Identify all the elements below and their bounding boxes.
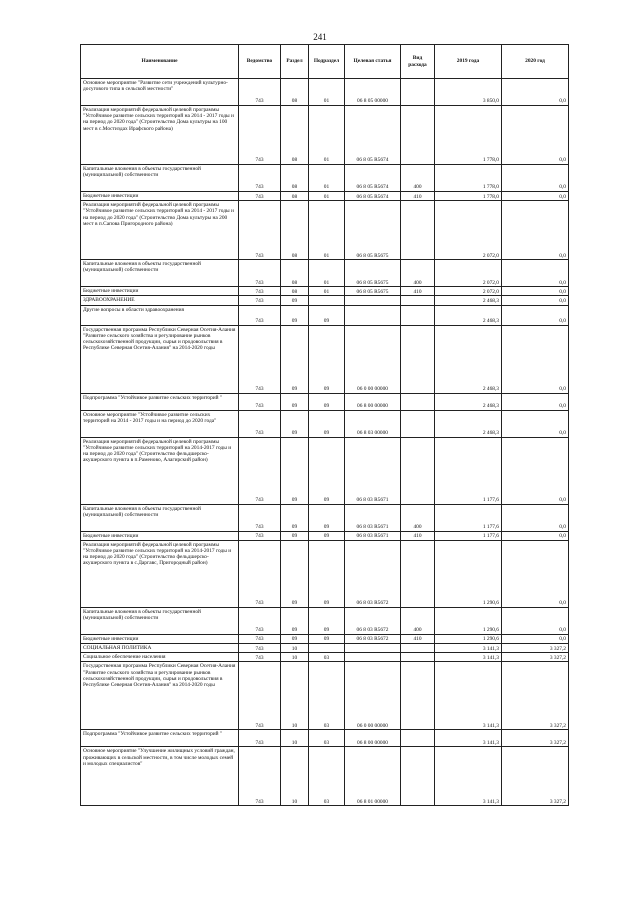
cell-podrazdel: 01: [309, 165, 345, 192]
cell-celevaya-statya: 06 8 00 00000: [345, 730, 401, 747]
cell-vid-raskhoda: [401, 201, 435, 260]
table-row: [81, 201, 569, 260]
cell-razdel: 10: [281, 662, 309, 730]
cell-2020: 0,0: [502, 260, 569, 287]
cell-2019: 2 468,3: [435, 393, 502, 410]
cell-name: Подпрограмма "Устойчивое развитие сельских территорий ": [81, 730, 239, 747]
cell-vid-raskhoda: 410: [401, 531, 435, 540]
cell-vedomstvo: 743: [239, 653, 281, 662]
cell-2019: 1 177,6: [435, 437, 502, 504]
cell-vedomstvo: 743: [239, 201, 281, 260]
table-row: [81, 165, 569, 192]
header-2019: 2019 года: [435, 45, 502, 79]
cell-podrazdel: 01: [309, 287, 345, 296]
cell-vedomstvo: 743: [239, 662, 281, 730]
table-body: [81, 79, 569, 806]
cell-2020: 3 327,2: [502, 730, 569, 747]
cell-celevaya-statya: 06 8 03 R5672: [345, 540, 401, 607]
cell-vid-raskhoda: 400: [401, 260, 435, 287]
cell-vedomstvo: 743: [239, 531, 281, 540]
cell-vid-raskhoda: [401, 79, 435, 106]
cell-vid-raskhoda: [401, 393, 435, 410]
cell-razdel: 08: [281, 260, 309, 287]
table-row: [81, 634, 569, 643]
cell-podrazdel: [309, 644, 345, 653]
cell-vid-raskhoda: [401, 437, 435, 504]
cell-2020: 3 327,2: [502, 662, 569, 730]
cell-name: Бюджетные инвестиции: [81, 287, 239, 296]
cell-2019: 1 177,6: [435, 531, 502, 540]
budget-table: [80, 44, 569, 806]
table-row: [81, 730, 569, 747]
cell-2020: 0,0: [502, 634, 569, 643]
cell-vedomstvo: 743: [239, 437, 281, 504]
cell-2020: 0,0: [502, 79, 569, 106]
cell-vedomstvo: 743: [239, 325, 281, 393]
table-row: [81, 79, 569, 106]
cell-razdel: 09: [281, 410, 309, 437]
cell-vid-raskhoda: [401, 662, 435, 730]
cell-razdel: 09: [281, 325, 309, 393]
cell-2020: 0,0: [502, 287, 569, 296]
cell-2019: 1 778,0: [435, 192, 502, 201]
cell-razdel: 08: [281, 287, 309, 296]
cell-2020: 3 327,2: [502, 653, 569, 662]
cell-name: Капитальные вложения в объекты государственной (муниципальной) собственности: [81, 260, 239, 287]
cell-vid-raskhoda: [401, 653, 435, 662]
table-row: [81, 653, 569, 662]
cell-vedomstvo: 743: [239, 644, 281, 653]
cell-2019: 3 141,3: [435, 747, 502, 806]
cell-2019: 2 072,0: [435, 260, 502, 287]
cell-vid-raskhoda: 400: [401, 504, 435, 531]
cell-vid-raskhoda: 400: [401, 607, 435, 634]
cell-2019: 1 177,6: [435, 504, 502, 531]
table-row: [81, 393, 569, 410]
cell-vedomstvo: 743: [239, 287, 281, 296]
cell-podrazdel: 01: [309, 260, 345, 287]
table-row: [81, 540, 569, 607]
cell-name: Социальное обеспечение населения: [81, 653, 239, 662]
table-row: [81, 644, 569, 653]
cell-2019: 1 290,6: [435, 540, 502, 607]
cell-podrazdel: 09: [309, 531, 345, 540]
cell-celevaya-statya: 06 8 00 00000: [345, 393, 401, 410]
cell-razdel: 10: [281, 747, 309, 806]
table-row: [81, 106, 569, 165]
cell-vedomstvo: 743: [239, 634, 281, 643]
cell-name: Подпрограмма "Устойчивое развитие сельских территорий ": [81, 393, 239, 410]
cell-celevaya-statya: 06 8 03 R5671: [345, 504, 401, 531]
cell-2020: 0,0: [502, 325, 569, 393]
cell-vid-raskhoda: [401, 296, 435, 305]
cell-vedomstvo: 743: [239, 747, 281, 806]
cell-vedomstvo: 743: [239, 165, 281, 192]
cell-vedomstvo: 743: [239, 607, 281, 634]
cell-podrazdel: 09: [309, 393, 345, 410]
cell-2020: 0,0: [502, 393, 569, 410]
cell-podrazdel: 09: [309, 410, 345, 437]
cell-2020: 0,0: [502, 531, 569, 540]
cell-name: Реализация мероприятий федеральной целевой программы "Устойчивое развитие сельских территорий на 2014 - 2017 годы и на период до 2020 года" (Строительство Дома культуры на 100 мест в с.Мостиздах Ирафского района): [81, 106, 239, 165]
cell-razdel: 09: [281, 296, 309, 305]
header-name: Наименование: [81, 45, 239, 79]
table-row: [81, 260, 569, 287]
cell-podrazdel: 09: [309, 504, 345, 531]
cell-name: ЗДРАВООХРАНЕНИЕ: [81, 296, 239, 305]
cell-celevaya-statya: 06 8 03 R5671: [345, 531, 401, 540]
cell-2020: 0,0: [502, 305, 569, 325]
header-celevaya-statya: Целевая статья: [345, 45, 401, 79]
cell-2020: 0,0: [502, 296, 569, 305]
cell-vid-raskhoda: [401, 325, 435, 393]
cell-celevaya-statya: 06 8 01 00000: [345, 747, 401, 806]
table-row: [81, 287, 569, 296]
cell-podrazdel: 03: [309, 730, 345, 747]
cell-name: Реализация мероприятий федеральной целевой программы "Устойчивое развитие сельских территорий на 2014 - 2017 годы и на период до 2020 года" (Строительство Дома культуры на 200 мест в п.Сапова Пригородного района): [81, 201, 239, 260]
cell-celevaya-statya: [345, 296, 401, 305]
cell-razdel: 09: [281, 393, 309, 410]
cell-2020: 0,0: [502, 201, 569, 260]
table-row: [81, 437, 569, 504]
cell-vid-raskhoda: [401, 410, 435, 437]
cell-2019: 2 468,3: [435, 305, 502, 325]
cell-celevaya-statya: 06 8 05 R5675: [345, 260, 401, 287]
cell-vedomstvo: 743: [239, 504, 281, 531]
cell-podrazdel: 09: [309, 634, 345, 643]
cell-celevaya-statya: 06 8 05 R5675: [345, 287, 401, 296]
cell-vid-raskhoda: [401, 747, 435, 806]
header-vid-raskhoda: Вид расхода: [401, 45, 435, 79]
cell-name: Основное мероприятие "Улучшение жилищных условий граждан, проживающих в сельской местности, в том числе молодых семей и молодых специалистов": [81, 747, 239, 806]
cell-vid-raskhoda: 410: [401, 192, 435, 201]
cell-2020: 0,0: [502, 192, 569, 201]
table-header: [81, 45, 569, 79]
cell-vedomstvo: 743: [239, 79, 281, 106]
table-row: [81, 747, 569, 806]
cell-name: Другие вопросы в области здравоохранения: [81, 305, 239, 325]
cell-vid-raskhoda: [401, 106, 435, 165]
cell-celevaya-statya: 06 8 03 R5672: [345, 634, 401, 643]
cell-2019: 3 141,3: [435, 730, 502, 747]
cell-razdel: 08: [281, 106, 309, 165]
cell-podrazdel: 01: [309, 79, 345, 106]
cell-razdel: 09: [281, 634, 309, 643]
table-row: [81, 410, 569, 437]
header-podrazdel: Подраздел: [309, 45, 345, 79]
cell-2019: 2 468,3: [435, 296, 502, 305]
cell-razdel: 09: [281, 540, 309, 607]
table-row: [81, 296, 569, 305]
cell-2019: 1 290,6: [435, 634, 502, 643]
cell-2020: 0,0: [502, 540, 569, 607]
cell-razdel: 09: [281, 531, 309, 540]
cell-vedomstvo: 743: [239, 410, 281, 437]
cell-2020: 0,0: [502, 410, 569, 437]
cell-vid-raskhoda: 400: [401, 165, 435, 192]
cell-2019: 1 778,0: [435, 106, 502, 165]
header-vedomstvo: Ведомство: [239, 45, 281, 79]
table-row: [81, 325, 569, 393]
header-razdel: Раздел: [281, 45, 309, 79]
cell-name: Бюджетные инвестиции: [81, 192, 239, 201]
page-number: 241: [313, 32, 327, 42]
cell-celevaya-statya: 06 8 03 00000: [345, 410, 401, 437]
cell-razdel: 10: [281, 653, 309, 662]
cell-2019: 3 141,3: [435, 662, 502, 730]
cell-razdel: 09: [281, 504, 309, 531]
cell-2020: 0,0: [502, 504, 569, 531]
cell-name: Капитальные вложения в объекты государственной (муниципальной) собственности: [81, 165, 239, 192]
table-row: [81, 662, 569, 730]
cell-2019: 1 778,0: [435, 165, 502, 192]
cell-podrazdel: 09: [309, 305, 345, 325]
cell-razdel: 08: [281, 192, 309, 201]
cell-2019: 3 141,3: [435, 644, 502, 653]
cell-vedomstvo: 743: [239, 540, 281, 607]
cell-podrazdel: 03: [309, 747, 345, 806]
cell-vid-raskhoda: 410: [401, 287, 435, 296]
cell-podrazdel: [309, 296, 345, 305]
cell-name: Реализация мероприятий федеральной целевой программы "Устойчивое развитие сельских территорий на 2014-2017 годы и на период до 2020 года" (Строительство фельдшерско-акушерского пункта в п.Раменово, Алагирский район): [81, 437, 239, 504]
cell-name: Государственная программа Республики Северная Осетия-Алания "Развитие сельского хозяйства и регулирование рынков сельскохозяйственной продукции, сырья и продовольствия в Республике Северная Осетия-Алания" на 2014-2020 годы: [81, 662, 239, 730]
cell-2020: 0,0: [502, 106, 569, 165]
cell-vid-raskhoda: 410: [401, 634, 435, 643]
header-2020: 2020 год: [502, 45, 569, 79]
cell-celevaya-statya: 06 8 05 R5674: [345, 165, 401, 192]
cell-name: Реализация мероприятий федеральной целевой программы "Устойчивое развитие сельских территорий на 2014-2017 годы и на период до 2020 года" (Строительство фельдшерско-акушерского пункта в с.Даргавс, Пригородный район): [81, 540, 239, 607]
cell-name: Капитальные вложения в объекты государственной (муниципальной) собственности: [81, 504, 239, 531]
cell-vedomstvo: 743: [239, 393, 281, 410]
cell-celevaya-statya: 06 8 05 00000: [345, 79, 401, 106]
table-row: [81, 531, 569, 540]
cell-name: Государственная программа Республики Северная Осетия-Алания "Развитие сельского хозяйства и регулирование рынков сельскохозяйственной продукции, сырья и продовольствия в Республике Северная Осетия-Алания" на 2014-2020 годы: [81, 325, 239, 393]
cell-podrazdel: 03: [309, 653, 345, 662]
cell-vedomstvo: 743: [239, 730, 281, 747]
cell-celevaya-statya: 06 0 00 00000: [345, 662, 401, 730]
cell-2020: 0,0: [502, 607, 569, 634]
cell-2019: 3 850,0: [435, 79, 502, 106]
cell-2020: 3 327,2: [502, 747, 569, 806]
cell-celevaya-statya: 06 0 00 00000: [345, 325, 401, 393]
cell-celevaya-statya: 06 8 03 R5671: [345, 437, 401, 504]
cell-vedomstvo: 743: [239, 106, 281, 165]
cell-2019: 2 468,3: [435, 325, 502, 393]
cell-2019: 1 290,6: [435, 607, 502, 634]
cell-podrazdel: 09: [309, 540, 345, 607]
cell-2020: 0,0: [502, 165, 569, 192]
cell-celevaya-statya: 06 8 05 R5674: [345, 106, 401, 165]
table-row: [81, 607, 569, 634]
cell-vid-raskhoda: [401, 730, 435, 747]
cell-celevaya-statya: 06 8 05 R5674: [345, 192, 401, 201]
cell-celevaya-statya: 06 8 03 R5672: [345, 607, 401, 634]
cell-podrazdel: 09: [309, 325, 345, 393]
cell-name: Бюджетные инвестиции: [81, 634, 239, 643]
cell-podrazdel: 09: [309, 607, 345, 634]
cell-name: Основное мероприятие "Развитие сети учреждений культурно-досугового типа в сельской местности": [81, 79, 239, 106]
cell-celevaya-statya: [345, 644, 401, 653]
cell-celevaya-statya: [345, 653, 401, 662]
cell-celevaya-statya: [345, 305, 401, 325]
cell-podrazdel: 01: [309, 106, 345, 165]
cell-name: Бюджетные инвестиции: [81, 531, 239, 540]
cell-vedomstvo: 743: [239, 305, 281, 325]
cell-razdel: 10: [281, 730, 309, 747]
cell-2020: 3 327,2: [502, 644, 569, 653]
cell-razdel: 08: [281, 79, 309, 106]
cell-2019: 2 072,0: [435, 201, 502, 260]
cell-celevaya-statya: 06 8 05 R5675: [345, 201, 401, 260]
cell-2019: 2 468,3: [435, 410, 502, 437]
cell-vedomstvo: 743: [239, 192, 281, 201]
cell-vedomstvo: 743: [239, 260, 281, 287]
table-row: [81, 504, 569, 531]
cell-vid-raskhoda: [401, 305, 435, 325]
cell-podrazdel: 01: [309, 192, 345, 201]
cell-name: Капитальные вложения в объекты государственной (муниципальной) собственности: [81, 607, 239, 634]
cell-2019: 2 072,0: [435, 287, 502, 296]
cell-razdel: 08: [281, 201, 309, 260]
cell-vid-raskhoda: [401, 540, 435, 607]
cell-podrazdel: 03: [309, 662, 345, 730]
cell-podrazdel: 09: [309, 437, 345, 504]
cell-vid-raskhoda: [401, 644, 435, 653]
cell-vedomstvo: 743: [239, 296, 281, 305]
cell-razdel: 09: [281, 607, 309, 634]
cell-razdel: 09: [281, 305, 309, 325]
cell-podrazdel: 01: [309, 201, 345, 260]
cell-name: Основное мероприятие "Устойчивое развитие сельских территорий на 2014 - 2017 годы и на период до 2020 года": [81, 410, 239, 437]
table-row: [81, 305, 569, 325]
cell-2019: 3 141,3: [435, 653, 502, 662]
cell-razdel: 10: [281, 644, 309, 653]
cell-razdel: 09: [281, 437, 309, 504]
cell-2020: 0,0: [502, 437, 569, 504]
table-row: [81, 192, 569, 201]
cell-razdel: 08: [281, 165, 309, 192]
cell-name: СОЦИАЛЬНАЯ ПОЛИТИКА: [81, 644, 239, 653]
